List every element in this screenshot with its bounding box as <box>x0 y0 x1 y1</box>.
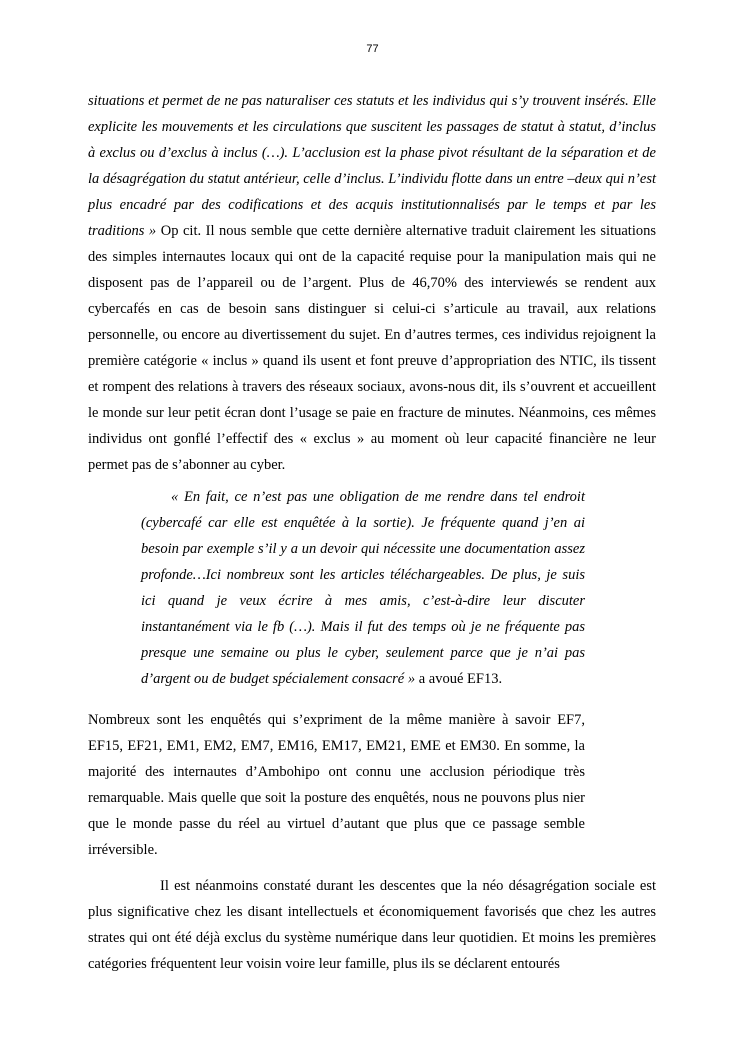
interview-quote <box>141 484 585 692</box>
paragraph-4: Il est néanmoins constaté durant les descentes que la néo désagrégation sociale est plus significative chez les disant intellectuels et économiquement favorisés que chez les autres strates qui ont été déjà exclus du système numérique dans leur quotidien. Et moins les premières catégories fréquentent leur voisin voire leur famille, plus ils se déclarent entourés <box>88 878 656 972</box>
paragraph-1-body: Op cit. Il nous semble que cette dernière alternative traduit clairement les situations des simples internautes locaux qui ont de la capacité requise pour la manipulation mais qui ne disposent pas de l’appareil ou de l’argent. Plus de 46,70% des interviewés se rendent aux cybercafés en cas de besoin sans distinguer si celui-ci s’articule au travail, aux relations personnelle, ou encore au divertissement du sujet. En d’autres termes, ces individus rejoignent la première catégorie « inclus » quand ils usent et font preuve d’appropriation des NTIC, ils tissent et rompent des relations à travers des réseaux sociaux, avons-nous dit, ils s’ouvrent et accueillent le monde sur leur petit écran dont l’usage se paie en fracture de minutes. Néanmoins, ces mêmes individus ont gonflé l’effectif des « exclus » au moment où leur capacité financière ne leur permet pas de s’abonner au cyber. <box>88 223 656 473</box>
paragraph-3: Nombreux sont les enquêtés qui s’expriment de la même manière à savoir EF7, EF15, EF21, EM1, EM2, EM7, EM16, EM17, EM21, EME et EM30. En somme, la majorité des internautes d’Ambohipo ont connu une acclusion périodique très remarquable. Mais quelle que soit la posture des enquêtés, nous ne pouvons plus nier que le monde passe du réel au virtuel d’autant que plus que ce passage semble irréversible. <box>88 712 585 858</box>
page-number: 77 <box>366 43 379 55</box>
interview-quote-attribution: a avoué EF13. <box>415 671 503 687</box>
paragraph-1-citation: situations et permet de ne pas naturaliser ces statuts et les individus qui s’y trouvent insérés. Elle explicite les mouvements et les circulations que suscitent les passages de statut à statut, d’inclus à exclus ou d’exclus à inclus (…). L’acclusion est la phase pivot résultant de la séparation et de la désagrégation du statut antérieur, celle d’inclus. L’individu flotte dans un entre –deux qui n’est plus encadré par des codifications et des acquis institutionnalisés par le temps et par les traditions » <box>88 93 656 239</box>
interview-quote-text: « En fait, ce n’est pas une obligation de me rendre dans tel endroit (cybercafé car elle est enquêtée à la sortie). Je fréquente quand j’en ai besoin par exemple s’il y a un devoir qui nécessite une documentation assez profonde…Ici nombreux sont les articles téléchargeables. De plus, je suis ici quand je veux écrire à mes amis, c’est-à-dire leur discuter instantanément via le fb (…). Mais il fut des temps où je ne fréquente pas presque une semaine ou plus le cyber, seulement parce que je n’ai pas d’argent ou de budget spécialement consacré » <box>141 489 585 687</box>
paragraph-1 <box>88 88 656 478</box>
